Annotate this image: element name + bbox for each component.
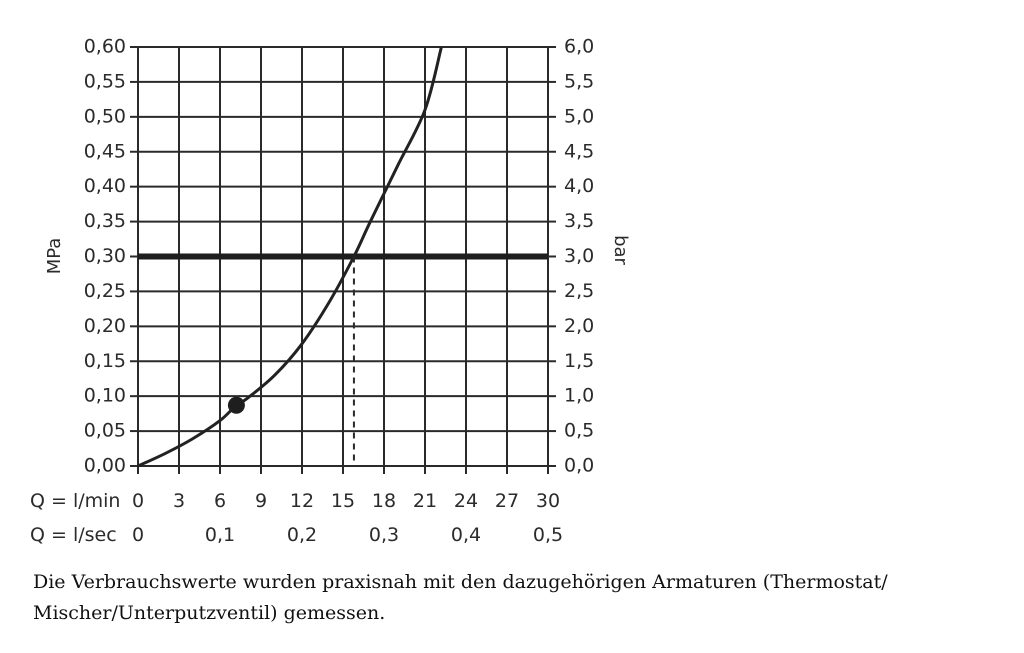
left-tick-label: 0,30 — [83, 245, 126, 267]
x-lsec-tick-label: 0,5 — [532, 524, 564, 546]
caption-line-1: Die Verbrauchswerte wurden praxisnah mit den dazugehörigen Armaturen (Thermostat/ — [33, 571, 888, 593]
chart-grid — [130, 47, 556, 474]
x-lmin-tick-label: 18 — [371, 490, 397, 512]
x-axis-lsec-label: Q = l/sec — [30, 524, 117, 546]
left-tick-label: 0,35 — [83, 210, 126, 233]
x-lsec-tick-label: 0 — [131, 524, 145, 546]
x-lmin-tick-label: 24 — [453, 490, 479, 512]
x-lmin-tick-label: 15 — [330, 490, 356, 512]
right-tick-label: 4,5 — [564, 140, 595, 163]
right-tick-label: 6,0 — [564, 35, 595, 58]
left-tick-label: 0,10 — [83, 384, 126, 407]
x-lsec-tick-label: 0,2 — [286, 524, 318, 546]
right-tick-label: 0,5 — [564, 419, 595, 442]
right-tick-label: 0,0 — [564, 454, 595, 477]
x-lmin-tick-label: 12 — [289, 490, 315, 512]
right-axis-ticks — [564, 36, 594, 477]
x-axis-ticks — [132, 490, 563, 546]
left-tick-label: 0,15 — [83, 349, 126, 372]
left-tick-label: 0,20 — [83, 314, 126, 337]
left-tick-label: 0,55 — [83, 70, 126, 93]
x-lmin-tick-label: 30 — [535, 490, 561, 512]
x-lsec-tick-label: 0,3 — [368, 524, 400, 546]
x-lmin-tick-label: 27 — [494, 490, 520, 512]
x-lmin-tick-label: 6 — [213, 490, 227, 512]
left-tick-label: 0,00 — [83, 454, 126, 477]
left-tick-label: 0,05 — [83, 419, 126, 442]
right-tick-label: 1,0 — [564, 384, 595, 407]
x-lmin-tick-label: 21 — [412, 490, 438, 512]
x-lmin-tick-label: 0 — [131, 490, 145, 512]
right-tick-label: 2,5 — [564, 279, 595, 302]
left-axis-title: MPa — [44, 237, 65, 275]
left-axis-ticks — [84, 36, 126, 477]
left-tick-label: 0,40 — [83, 175, 126, 198]
x-lmin-tick-label: 3 — [172, 490, 186, 512]
right-tick-label: 2,0 — [564, 314, 595, 337]
x-axis-lmin-label: Q = l/min — [30, 490, 121, 512]
right-tick-label: 3,0 — [564, 245, 595, 267]
left-tick-label: 0,50 — [83, 105, 126, 128]
caption-line-2: Mischer/Unterputzventil) gemessen. — [33, 602, 386, 624]
left-tick-label: 0,60 — [83, 35, 126, 58]
left-tick-label: 0,25 — [83, 279, 126, 302]
right-tick-label: 3,5 — [564, 210, 595, 233]
marker-point — [228, 397, 245, 414]
right-tick-label: 4,0 — [564, 175, 595, 198]
right-tick-label: 5,0 — [564, 105, 595, 128]
right-tick-label: 1,5 — [564, 349, 595, 372]
right-tick-label: 5,5 — [564, 70, 595, 93]
caption-text — [33, 567, 993, 629]
x-lsec-tick-label: 0,1 — [204, 524, 236, 546]
right-axis-title: bar — [610, 235, 631, 265]
left-tick-label: 0,45 — [83, 140, 126, 163]
x-lsec-tick-label: 0,4 — [450, 524, 482, 546]
x-lmin-tick-label: 9 — [254, 490, 268, 512]
